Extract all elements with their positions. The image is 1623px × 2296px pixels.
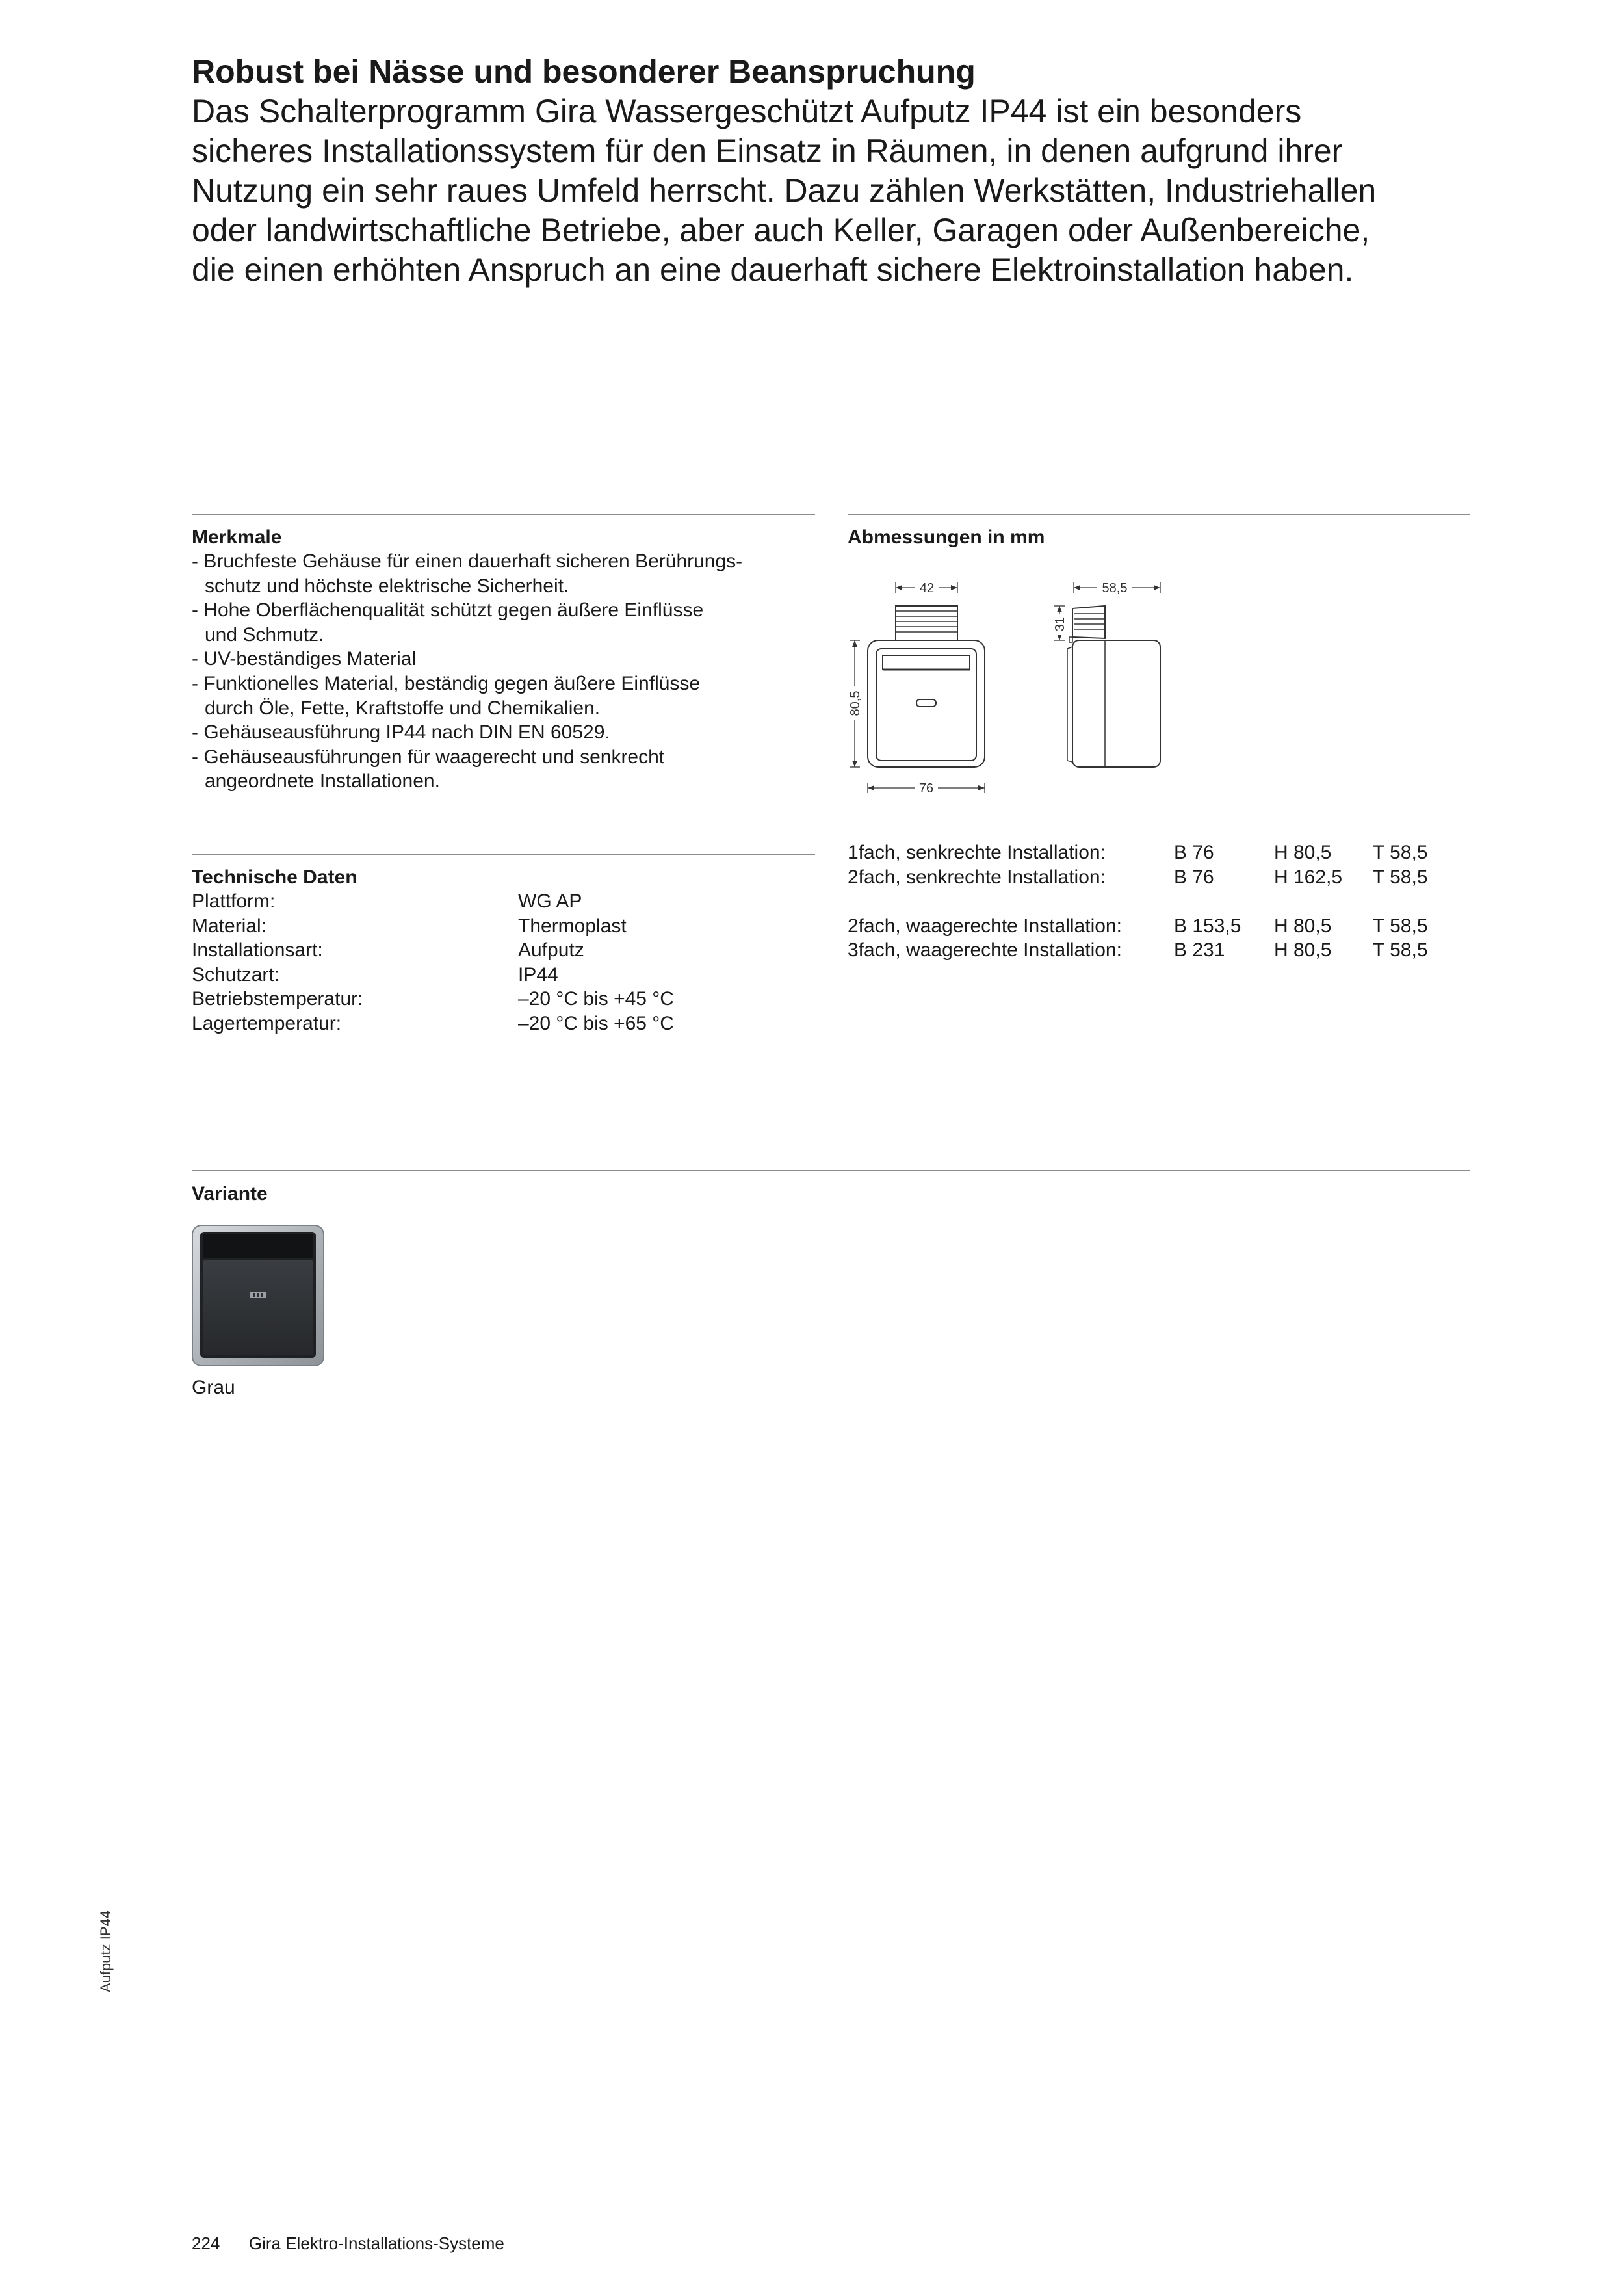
feature-line: angeordnete Installationen. [205, 770, 440, 792]
table-row: Lagertemperatur: –20 °C bis +65 °C [192, 1012, 674, 1034]
feature-line: und Schmutz. [205, 623, 324, 646]
dim-label-58-5: 58,5 [1102, 581, 1128, 595]
table-row: Plattform: WG AP [192, 891, 582, 912]
dim-label-80-5: 80,5 [848, 690, 863, 716]
feature-line: - Bruchfeste Gehäuse für einen dauerhaft sicheren Berührungs- [192, 551, 743, 572]
front-label-field [883, 655, 970, 670]
intro-paragraph [192, 92, 1524, 290]
technical-title: Technische Daten [192, 867, 357, 888]
front-indicator-window [916, 699, 936, 707]
intro-line: sicheres Installationssystem für den Einsatz in Räumen, in denen aufgrund ihrer [192, 133, 1343, 169]
front-collar-ribs [896, 611, 957, 632]
page-number: 224 [192, 2234, 220, 2253]
dim-label-31: 31 [1053, 616, 1067, 632]
feature-line: schutz und höchste elektrische Sicherheit. [205, 575, 569, 597]
dim-label-42: 42 [919, 581, 935, 595]
side-section-label-text: Aufputz IP44 [97, 1911, 114, 1992]
table-row: 2fach, waagerechte Installation: B 153,5 H 80,5 T 58,5 [848, 915, 1428, 937]
intro-line: oder landwirtschaftliche Betriebe, aber auch Keller, Garagen oder Außenbereiche, [192, 212, 1370, 248]
front-housing [868, 640, 985, 767]
side-collar-ribs [1074, 614, 1105, 629]
side-collar [1072, 606, 1105, 638]
dim-label-76: 76 [918, 781, 934, 796]
side-section-label [97, 1901, 123, 1992]
section-divider [192, 1170, 1470, 1171]
table-row: Installationsart: Aufputz [192, 939, 584, 961]
table-row: 2fach, senkrechte Installation: B 76 H 162,5 T 58,5 [848, 866, 1428, 888]
table-row: Schutzart: IP44 [192, 963, 558, 985]
intro-line: die einen erhöhten Anspruch an eine dauerhaft sichere Elektroinstallation haben. [192, 252, 1354, 288]
side-housing [1072, 640, 1160, 767]
dimensions-table [848, 841, 1428, 963]
table-row: Betriebstemperatur: –20 °C bis +45 °C [192, 988, 674, 1010]
feature-line: - UV-beständiges Material [192, 648, 417, 670]
features-list [192, 549, 829, 794]
page-footer [192, 2234, 504, 2254]
dimension-drawing [845, 572, 1196, 803]
section-divider [192, 514, 815, 515]
table-row: 1fach, senkrechte Installation: B 76 H 80,5 T 58,5 [848, 842, 1428, 863]
variant-title: Variante [192, 1183, 268, 1205]
feature-line: - Gehäuseausführung IP44 nach DIN EN 60529. [192, 722, 610, 744]
feature-line: - Funktionelles Material, beständig gegen äußere Einflüsse [192, 672, 701, 694]
section-divider [192, 854, 815, 855]
dimensions-title: Abmessungen in mm [848, 527, 1045, 548]
intro-line: Nutzung ein sehr raues Umfeld herrscht. Dazu zählen Werkstätten, Industriehallen [192, 172, 1377, 209]
features-title: Merkmale [192, 527, 282, 548]
page-headline: Robust bei Nässe und besonderer Beanspruchung [192, 53, 976, 90]
feature-line: durch Öle, Fette, Kraftstoffe und Chemikalien. [205, 697, 601, 719]
table-row: 3fach, waagerechte Installation: B 231 H 80,5 T 58,5 [848, 939, 1428, 961]
technical-table [192, 889, 674, 1036]
intro-line: Das Schalterprogramm Gira Wassergeschützt Aufputz IP44 ist ein besonders [192, 93, 1302, 129]
variant-caption: Grau [192, 1377, 235, 1398]
variant-switch-image [191, 1224, 325, 1367]
section-divider [848, 514, 1470, 515]
front-rocker-frame [876, 649, 976, 761]
table-row: Material: Thermoplast [192, 915, 627, 937]
feature-line: - Hohe Oberflächenqualität schützt gegen äußere Einflüsse [192, 599, 704, 621]
publication-title: Gira Elektro-Installations-Systeme [248, 2234, 504, 2253]
feature-line: - Gehäuseausführungen für waagerecht und senkrecht [192, 746, 665, 768]
